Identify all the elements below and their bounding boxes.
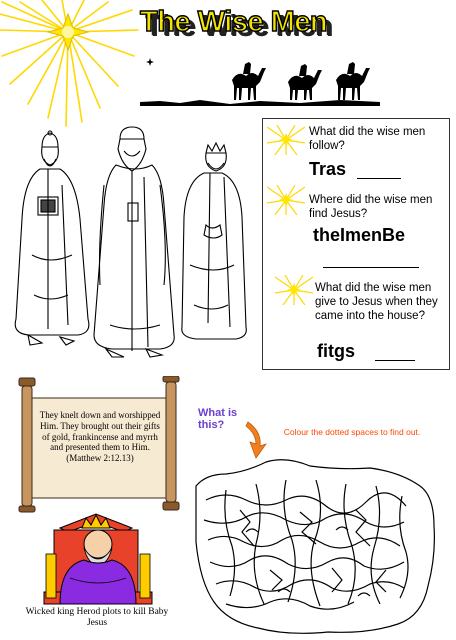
page-title: The Wise Men (140, 6, 328, 38)
star-of-bethlehem-icon (0, 0, 140, 128)
answer-1-scramble: Tras (309, 159, 347, 179)
question-3: What did the wise men give to Jesus when they came into the house? (315, 282, 438, 322)
star-icon (275, 275, 313, 305)
camels-silhouette-icon (140, 50, 380, 110)
star-icon (267, 125, 305, 155)
answer-3-blank[interactable] (375, 360, 415, 361)
answer-2-scramble: theImenBe (313, 225, 406, 245)
wise-men-illustration (10, 125, 260, 373)
puzzle-instruction: Colour the dotted spaces to find out. (283, 427, 421, 437)
star-icon (267, 185, 305, 215)
herod-caption: Wicked king Herod plots to kill Baby Jesus (25, 607, 169, 628)
arrow-icon (246, 422, 266, 458)
answer-3-scramble: fitgs (317, 341, 355, 361)
answer-1-blank[interactable] (357, 178, 401, 179)
puzzle-prompt: What is this? (198, 407, 238, 431)
question-1: What did the wise men follow? (309, 126, 426, 152)
verse-text: They knelt down and worshipped Him. They brought out their gifts of gold, frankincense and myrrh and presented them to Him. (39, 410, 161, 453)
wise-man-right (182, 143, 247, 339)
scroll-verse (38, 410, 162, 464)
question-2: Where did the wise men find Jesus? (309, 194, 433, 220)
colouring-puzzle[interactable] (186, 420, 448, 634)
wise-man-centre (94, 127, 174, 357)
wise-man-left (15, 131, 89, 345)
king-herod-illustration (40, 508, 156, 608)
answer-2-blank[interactable] (323, 267, 419, 268)
verse-reference: (Matthew 2:12.13) (66, 453, 134, 464)
quiz-box (262, 118, 450, 370)
